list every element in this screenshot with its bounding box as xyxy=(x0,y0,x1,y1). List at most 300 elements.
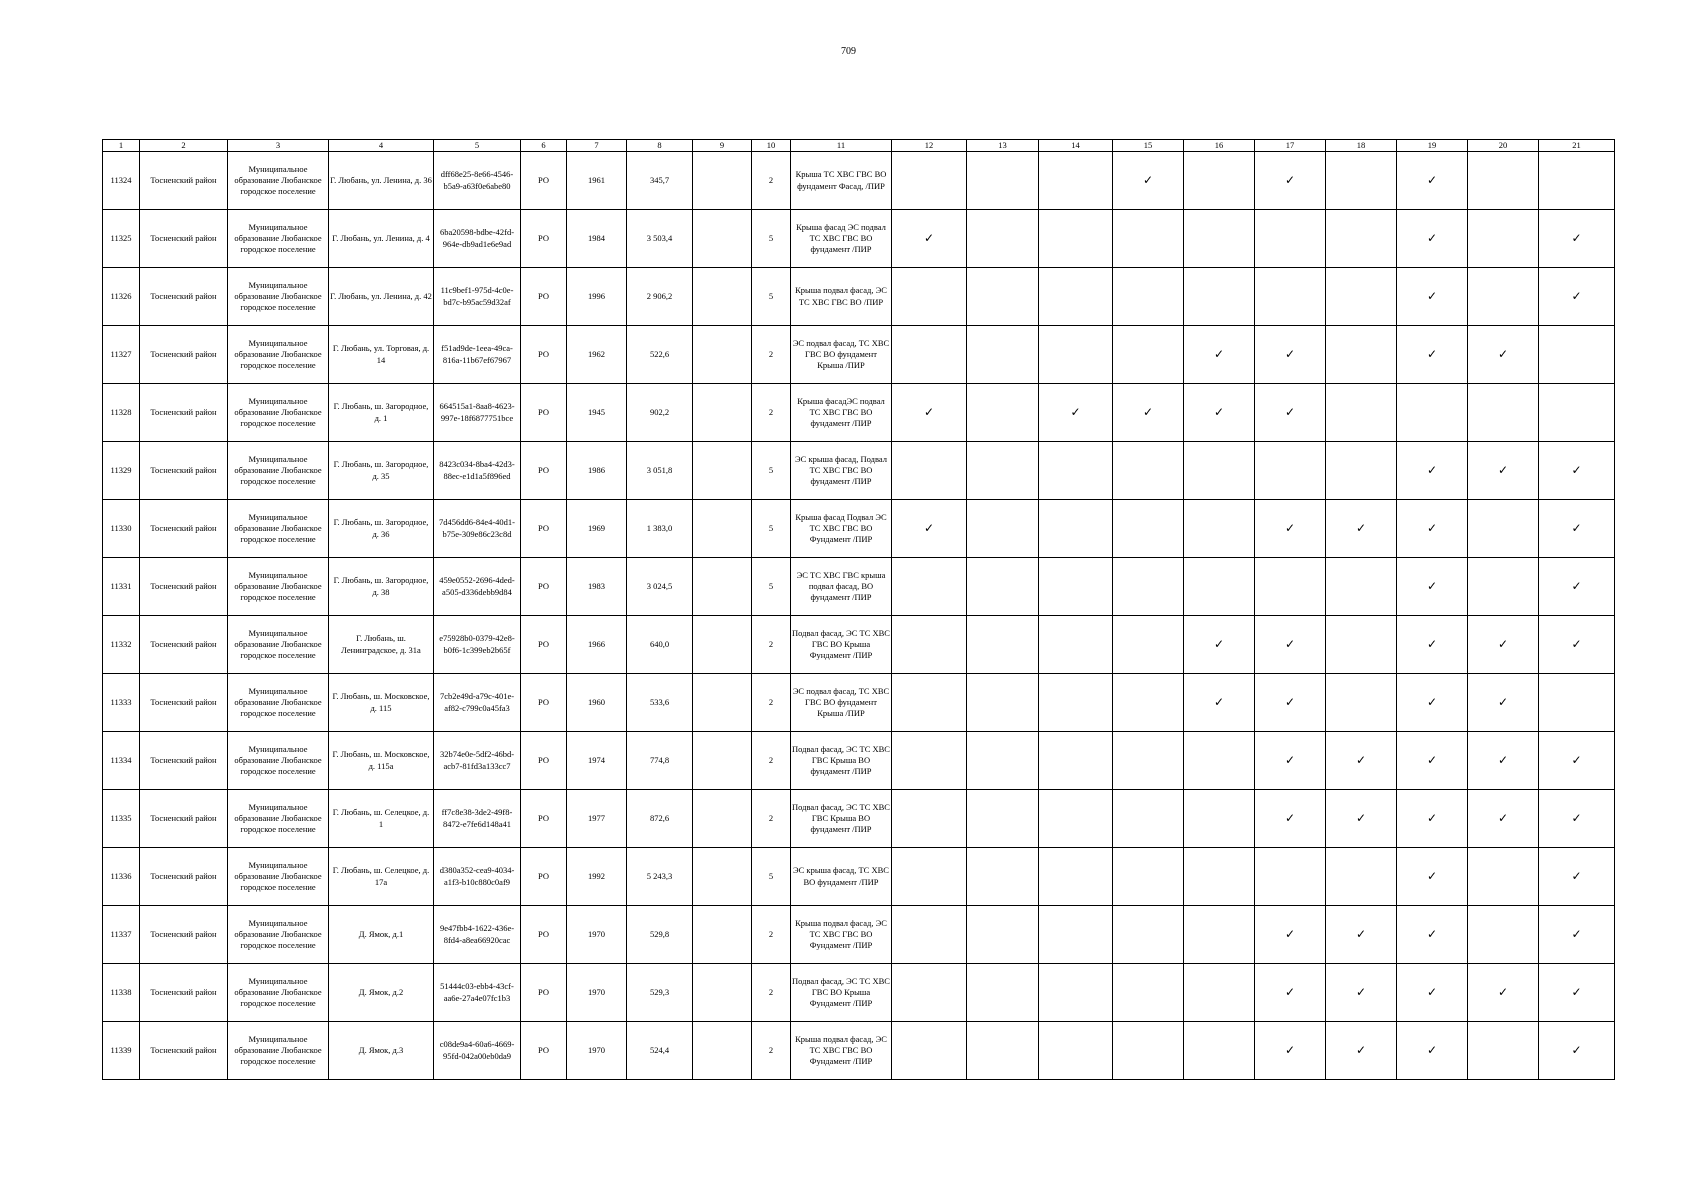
check-cell-col-14 xyxy=(1039,500,1113,558)
check-cell-col-21 xyxy=(1539,326,1615,384)
check-cell-col-14 xyxy=(1039,558,1113,616)
check-cell-col-13 xyxy=(967,152,1039,210)
check-mark-icon: ✓ xyxy=(1497,810,1509,825)
check-cell-col-13 xyxy=(967,906,1039,964)
check-mark-icon: ✓ xyxy=(1571,636,1582,651)
check-cell-col-14 xyxy=(1039,674,1113,732)
row-number: 11324 xyxy=(103,152,140,210)
check-cell-col-19 xyxy=(1397,210,1468,268)
fund-form-cell: РО xyxy=(521,326,567,384)
check-mark-icon: ✓ xyxy=(1497,636,1509,651)
check-cell-col-20 xyxy=(1468,964,1539,1022)
check-cell-col-13 xyxy=(967,732,1039,790)
check-cell-col-13 xyxy=(967,848,1039,906)
check-cell-col-15 xyxy=(1113,964,1184,1022)
area-cell: 3 024,5 xyxy=(627,558,693,616)
check-cell-col-20 xyxy=(1468,616,1539,674)
check-cell-col-12 xyxy=(892,616,967,674)
check-mark-icon: ✓ xyxy=(1284,346,1296,361)
check-cell-col-16 xyxy=(1184,558,1255,616)
check-mark-icon: ✓ xyxy=(1355,1042,1367,1057)
year-cell: 1960 xyxy=(567,674,627,732)
row-number: 11332 xyxy=(103,616,140,674)
column-header-3: 3 xyxy=(228,140,329,152)
row-number: 11337 xyxy=(103,906,140,964)
check-cell-col-19 xyxy=(1397,558,1468,616)
address-cell: Г. Любань, ш. Загородное, д. 38 xyxy=(329,558,434,616)
check-mark-icon: ✓ xyxy=(1355,752,1367,767)
column-header-11: 11 xyxy=(791,140,892,152)
check-cell-col-19 xyxy=(1397,384,1468,442)
district-cell: Тосненский район xyxy=(140,964,228,1022)
check-mark-icon: ✓ xyxy=(1284,694,1296,709)
check-cell-col-21 xyxy=(1539,964,1615,1022)
floors-cell: 2 xyxy=(752,906,791,964)
check-mark-icon: ✓ xyxy=(1142,172,1154,187)
municipality-cell: Муниципальное образование Любанское городское поселение xyxy=(228,732,329,790)
fund-form-cell: РО xyxy=(521,210,567,268)
address-cell: Г. Любань, ул. Торговая, д. 14 xyxy=(329,326,434,384)
check-cell-col-19 xyxy=(1397,152,1468,210)
column-header-8: 8 xyxy=(627,140,693,152)
fund-form-cell: РО xyxy=(521,848,567,906)
check-cell-col-15 xyxy=(1113,674,1184,732)
building-id-cell: 6ba20598-bdbe-42fd-964e-db9ad1e6e9ad xyxy=(434,210,521,268)
check-cell-col-14 xyxy=(1039,210,1113,268)
municipality-cell: Муниципальное образование Любанское городское поселение xyxy=(228,326,329,384)
row-number: 11330 xyxy=(103,500,140,558)
check-cell-col-14 xyxy=(1039,848,1113,906)
address-cell: Г. Любань, ш. Загородное, д. 36 xyxy=(329,500,434,558)
check-cell-col-19 xyxy=(1397,906,1468,964)
table-row xyxy=(103,790,1615,848)
check-cell-col-15 xyxy=(1113,558,1184,616)
check-cell-col-14 xyxy=(1039,732,1113,790)
column-9-cell xyxy=(693,326,752,384)
check-mark-icon: ✓ xyxy=(1426,926,1438,941)
check-mark-icon: ✓ xyxy=(1284,752,1296,767)
check-cell-col-12 xyxy=(892,964,967,1022)
municipality-cell: Муниципальное образование Любанское городское поселение xyxy=(228,906,329,964)
floors-cell: 5 xyxy=(752,848,791,906)
column-9-cell xyxy=(693,442,752,500)
district-cell: Тосненский район xyxy=(140,268,228,326)
column-header-9: 9 xyxy=(693,140,752,152)
check-cell-col-21 xyxy=(1539,616,1615,674)
check-mark-icon: ✓ xyxy=(1426,752,1438,767)
district-cell: Тосненский район xyxy=(140,1022,228,1080)
check-cell-col-21 xyxy=(1539,906,1615,964)
works-list-cell: Подвал фасад, ЭС ТС ХВС ГВС Крыша ВО фундамент /ПИР xyxy=(791,790,892,848)
column-9-cell xyxy=(693,616,752,674)
check-cell-col-14 xyxy=(1039,152,1113,210)
check-mark-icon: ✓ xyxy=(1571,984,1582,999)
check-mark-icon: ✓ xyxy=(1571,868,1582,883)
check-cell-col-19 xyxy=(1397,964,1468,1022)
check-cell-col-16 xyxy=(1184,326,1255,384)
check-mark-icon: ✓ xyxy=(1426,1042,1438,1057)
building-id-cell: c08de9a4-60a6-4669-95fd-042a00eb0da9 xyxy=(434,1022,521,1080)
column-header-15: 15 xyxy=(1113,140,1184,152)
area-cell: 902,2 xyxy=(627,384,693,442)
column-9-cell xyxy=(693,558,752,616)
building-id-cell: 9e47fbb4-1622-436e-8fd4-a8ea66920cac xyxy=(434,906,521,964)
column-header-7: 7 xyxy=(567,140,627,152)
building-id-cell: 11c9bef1-975d-4c0e-bd7c-b95ac59d32af xyxy=(434,268,521,326)
floors-cell: 2 xyxy=(752,790,791,848)
floors-cell: 2 xyxy=(752,384,791,442)
table-row xyxy=(103,732,1615,790)
check-cell-col-13 xyxy=(967,616,1039,674)
municipality-cell: Муниципальное образование Любанское городское поселение xyxy=(228,210,329,268)
column-9-cell xyxy=(693,674,752,732)
check-mark-icon: ✓ xyxy=(1213,404,1225,419)
row-number: 11334 xyxy=(103,732,140,790)
floors-cell: 2 xyxy=(752,152,791,210)
check-mark-icon: ✓ xyxy=(1284,926,1296,941)
district-cell: Тосненский район xyxy=(140,558,228,616)
check-mark-icon: ✓ xyxy=(1571,520,1582,535)
check-mark-icon: ✓ xyxy=(1142,404,1154,419)
address-cell: Г. Любань, ш. Загородное, д. 35 xyxy=(329,442,434,500)
check-cell-col-19 xyxy=(1397,674,1468,732)
municipality-cell: Муниципальное образование Любанское городское поселение xyxy=(228,1022,329,1080)
check-cell-col-21 xyxy=(1539,152,1615,210)
district-cell: Тосненский район xyxy=(140,210,228,268)
table-row xyxy=(103,210,1615,268)
check-cell-col-16 xyxy=(1184,500,1255,558)
check-cell-col-19 xyxy=(1397,1022,1468,1080)
column-9-cell xyxy=(693,790,752,848)
check-mark-icon: ✓ xyxy=(1426,346,1438,361)
check-cell-col-16 xyxy=(1184,152,1255,210)
check-mark-icon: ✓ xyxy=(1213,694,1225,709)
fund-form-cell: РО xyxy=(521,268,567,326)
check-cell-col-21 xyxy=(1539,790,1615,848)
check-cell-col-13 xyxy=(967,964,1039,1022)
table-row xyxy=(103,906,1615,964)
check-mark-icon: ✓ xyxy=(1426,984,1438,999)
column-header-2: 2 xyxy=(140,140,228,152)
year-cell: 1970 xyxy=(567,906,627,964)
municipality-cell: Муниципальное образование Любанское городское поселение xyxy=(228,790,329,848)
table-row xyxy=(103,674,1615,732)
municipality-cell: Муниципальное образование Любанское городское поселение xyxy=(228,616,329,674)
row-number: 11333 xyxy=(103,674,140,732)
area-cell: 3 051,8 xyxy=(627,442,693,500)
check-cell-col-16 xyxy=(1184,906,1255,964)
check-cell-col-12 xyxy=(892,210,967,268)
address-cell: Г. Любань, ш. Московское, д. 115а xyxy=(329,732,434,790)
district-cell: Тосненский район xyxy=(140,732,228,790)
fund-form-cell: РО xyxy=(521,732,567,790)
row-number: 11338 xyxy=(103,964,140,1022)
check-cell-col-19 xyxy=(1397,442,1468,500)
municipality-cell: Муниципальное образование Любанское городское поселение xyxy=(228,848,329,906)
check-cell-col-21 xyxy=(1539,558,1615,616)
floors-cell: 5 xyxy=(752,442,791,500)
check-cell-col-14 xyxy=(1039,384,1113,442)
building-id-cell: 7cb2e49d-a79c-401e-af82-c799c0a45fa3 xyxy=(434,674,521,732)
fund-form-cell: РО xyxy=(521,1022,567,1080)
check-cell-col-17 xyxy=(1255,384,1326,442)
check-cell-col-18 xyxy=(1326,964,1397,1022)
check-mark-icon: ✓ xyxy=(1284,404,1296,419)
area-cell: 1 383,0 xyxy=(627,500,693,558)
table-row xyxy=(103,616,1615,674)
check-cell-col-18 xyxy=(1326,268,1397,326)
check-cell-col-19 xyxy=(1397,848,1468,906)
table-row xyxy=(103,848,1615,906)
check-cell-col-15 xyxy=(1113,848,1184,906)
check-mark-icon: ✓ xyxy=(1213,636,1225,651)
fund-form-cell: РО xyxy=(521,906,567,964)
floors-cell: 2 xyxy=(752,1022,791,1080)
check-cell-col-13 xyxy=(967,790,1039,848)
check-mark-icon: ✓ xyxy=(1426,810,1438,825)
check-mark-icon: ✓ xyxy=(1426,172,1438,187)
table-row xyxy=(103,384,1615,442)
column-9-cell xyxy=(693,964,752,1022)
check-cell-col-14 xyxy=(1039,268,1113,326)
check-cell-col-16 xyxy=(1184,732,1255,790)
check-mark-icon: ✓ xyxy=(1571,230,1582,245)
check-cell-col-18 xyxy=(1326,616,1397,674)
check-cell-col-15 xyxy=(1113,500,1184,558)
year-cell: 1966 xyxy=(567,616,627,674)
column-9-cell xyxy=(693,732,752,790)
fund-form-cell: РО xyxy=(521,152,567,210)
check-cell-col-15 xyxy=(1113,790,1184,848)
check-cell-col-20 xyxy=(1468,210,1539,268)
check-cell-col-17 xyxy=(1255,326,1326,384)
building-id-cell: f51ad9de-1eea-49ca-816a-11b67ef67967 xyxy=(434,326,521,384)
check-cell-col-15 xyxy=(1113,152,1184,210)
check-mark-icon: ✓ xyxy=(1571,752,1582,767)
check-cell-col-16 xyxy=(1184,964,1255,1022)
check-cell-col-20 xyxy=(1468,152,1539,210)
district-cell: Тосненский район xyxy=(140,500,228,558)
check-cell-col-12 xyxy=(892,500,967,558)
check-cell-col-14 xyxy=(1039,616,1113,674)
district-cell: Тосненский район xyxy=(140,616,228,674)
row-number: 11331 xyxy=(103,558,140,616)
row-number: 11327 xyxy=(103,326,140,384)
check-mark-icon: ✓ xyxy=(1497,346,1509,361)
check-cell-col-20 xyxy=(1468,384,1539,442)
check-mark-icon: ✓ xyxy=(1571,810,1582,825)
column-number-row xyxy=(103,140,1615,152)
check-cell-col-14 xyxy=(1039,442,1113,500)
table-header xyxy=(103,140,1615,152)
area-cell: 3 503,4 xyxy=(627,210,693,268)
works-list-cell: Крыша фасадЭС подвал ТС ХВС ГВС ВО фундамент /ПИР xyxy=(791,384,892,442)
row-number: 11335 xyxy=(103,790,140,848)
check-cell-col-17 xyxy=(1255,790,1326,848)
column-9-cell xyxy=(693,1022,752,1080)
check-cell-col-21 xyxy=(1539,732,1615,790)
building-id-cell: 51444c03-ebb4-43cf-aa6e-27a4e07fc1b3 xyxy=(434,964,521,1022)
column-9-cell xyxy=(693,500,752,558)
check-cell-col-14 xyxy=(1039,790,1113,848)
check-cell-col-18 xyxy=(1326,210,1397,268)
check-cell-col-15 xyxy=(1113,906,1184,964)
floors-cell: 5 xyxy=(752,558,791,616)
fund-form-cell: РО xyxy=(521,674,567,732)
check-cell-col-17 xyxy=(1255,848,1326,906)
column-9-cell xyxy=(693,268,752,326)
area-cell: 522,6 xyxy=(627,326,693,384)
check-cell-col-21 xyxy=(1539,268,1615,326)
column-header-19: 19 xyxy=(1397,140,1468,152)
year-cell: 1970 xyxy=(567,1022,627,1080)
works-list-cell: Подвал фасад, ЭС ТС ХВС ГВС ВО Крыша Фундамент /ПИР xyxy=(791,964,892,1022)
floors-cell: 2 xyxy=(752,674,791,732)
check-cell-col-17 xyxy=(1255,152,1326,210)
check-cell-col-20 xyxy=(1468,848,1539,906)
check-mark-icon: ✓ xyxy=(1426,462,1438,477)
column-header-10: 10 xyxy=(752,140,791,152)
check-mark-icon: ✓ xyxy=(1571,926,1582,941)
year-cell: 1996 xyxy=(567,268,627,326)
check-cell-col-17 xyxy=(1255,268,1326,326)
column-header-13: 13 xyxy=(967,140,1039,152)
column-9-cell xyxy=(693,152,752,210)
check-cell-col-13 xyxy=(967,384,1039,442)
check-mark-icon: ✓ xyxy=(923,230,935,245)
municipality-cell: Муниципальное образование Любанское городское поселение xyxy=(228,268,329,326)
address-cell: Д. Ямок, д.1 xyxy=(329,906,434,964)
check-cell-col-14 xyxy=(1039,326,1113,384)
district-cell: Тосненский район xyxy=(140,906,228,964)
building-id-cell: 459e0552-2696-4ded-a505-d336debb9d84 xyxy=(434,558,521,616)
check-mark-icon: ✓ xyxy=(1571,288,1582,303)
check-cell-col-14 xyxy=(1039,1022,1113,1080)
year-cell: 1992 xyxy=(567,848,627,906)
row-number: 11326 xyxy=(103,268,140,326)
area-cell: 345,7 xyxy=(627,152,693,210)
check-cell-col-15 xyxy=(1113,268,1184,326)
check-mark-icon: ✓ xyxy=(1284,520,1296,535)
fund-form-cell: РО xyxy=(521,616,567,674)
check-cell-col-20 xyxy=(1468,906,1539,964)
works-list-cell: ЭС подвал фасад, ТС ХВС ГВС ВО фундамент Крыша /ПИР xyxy=(791,326,892,384)
column-9-cell xyxy=(693,210,752,268)
municipality-cell: Муниципальное образование Любанское городское поселение xyxy=(228,152,329,210)
column-9-cell xyxy=(693,848,752,906)
district-cell: Тосненский район xyxy=(140,848,228,906)
building-id-cell: 8423c034-8ba4-42d3-88ec-e1d1a5f896ed xyxy=(434,442,521,500)
check-cell-col-15 xyxy=(1113,732,1184,790)
check-mark-icon: ✓ xyxy=(1355,520,1367,535)
check-cell-col-19 xyxy=(1397,326,1468,384)
row-number: 11328 xyxy=(103,384,140,442)
check-mark-icon: ✓ xyxy=(1497,752,1509,767)
check-mark-icon: ✓ xyxy=(1284,636,1296,651)
area-cell: 529,8 xyxy=(627,906,693,964)
check-mark-icon: ✓ xyxy=(1213,346,1225,361)
building-id-cell: ff7c8e38-3de2-49f8-8472-e7fe6d148a41 xyxy=(434,790,521,848)
check-cell-col-12 xyxy=(892,1022,967,1080)
district-cell: Тосненский район xyxy=(140,442,228,500)
works-list-cell: ЭС ТС ХВС ГВС крыша подвал фасад, ВО фундамент /ПИР xyxy=(791,558,892,616)
check-cell-col-16 xyxy=(1184,384,1255,442)
check-cell-col-13 xyxy=(967,1022,1039,1080)
address-cell: Г. Любань, ул. Ленина, д. 42 xyxy=(329,268,434,326)
check-cell-col-20 xyxy=(1468,790,1539,848)
area-cell: 640,0 xyxy=(627,616,693,674)
works-list-cell: Крыша подвал фасад, ЭС ТС ХВС ГВС ВО Фундамент /ПИР xyxy=(791,1022,892,1080)
table-row xyxy=(103,500,1615,558)
check-cell-col-18 xyxy=(1326,442,1397,500)
building-id-cell: d380a352-cea9-4034-a1f3-b10c880c0af9 xyxy=(434,848,521,906)
building-id-cell: 7d456dd6-84e4-40d1-b75e-309e86c23c8d xyxy=(434,500,521,558)
check-cell-col-17 xyxy=(1255,732,1326,790)
check-cell-col-16 xyxy=(1184,848,1255,906)
works-list-cell: ЭС крыша фасад, ТС ХВС ВО фундамент /ПИР xyxy=(791,848,892,906)
column-9-cell xyxy=(693,906,752,964)
column-header-14: 14 xyxy=(1039,140,1113,152)
fund-form-cell: РО xyxy=(521,442,567,500)
check-mark-icon: ✓ xyxy=(1355,810,1367,825)
check-cell-col-16 xyxy=(1184,268,1255,326)
register-table xyxy=(102,139,1615,1080)
check-cell-col-18 xyxy=(1326,848,1397,906)
works-list-cell: ЭС подвал фасад, ТС ХВС ГВС ВО фундамент Крыша /ПИР xyxy=(791,674,892,732)
address-cell: Д. Ямок, д.3 xyxy=(329,1022,434,1080)
check-cell-col-16 xyxy=(1184,674,1255,732)
check-cell-col-13 xyxy=(967,674,1039,732)
fund-form-cell: РО xyxy=(521,558,567,616)
row-number: 11325 xyxy=(103,210,140,268)
year-cell: 1984 xyxy=(567,210,627,268)
check-cell-col-13 xyxy=(967,268,1039,326)
check-cell-col-13 xyxy=(967,326,1039,384)
check-cell-col-17 xyxy=(1255,442,1326,500)
floors-cell: 2 xyxy=(752,616,791,674)
floors-cell: 5 xyxy=(752,268,791,326)
address-cell: Г. Любань, ш. Загородное, д. 1 xyxy=(329,384,434,442)
column-header-17: 17 xyxy=(1255,140,1326,152)
check-cell-col-21 xyxy=(1539,500,1615,558)
building-id-cell: 32b74e0e-5df2-46bd-acb7-81fd3a133cc7 xyxy=(434,732,521,790)
year-cell: 1977 xyxy=(567,790,627,848)
check-cell-col-18 xyxy=(1326,558,1397,616)
check-cell-col-20 xyxy=(1468,500,1539,558)
check-cell-col-21 xyxy=(1539,1022,1615,1080)
check-cell-col-20 xyxy=(1468,558,1539,616)
check-mark-icon: ✓ xyxy=(1355,926,1367,941)
check-cell-col-20 xyxy=(1468,442,1539,500)
check-cell-col-19 xyxy=(1397,500,1468,558)
building-id-cell: 664515a1-8aa8-4623-997e-18f6877751bce xyxy=(434,384,521,442)
check-cell-col-18 xyxy=(1326,326,1397,384)
check-mark-icon: ✓ xyxy=(1497,694,1509,709)
table-row xyxy=(103,152,1615,210)
check-cell-col-17 xyxy=(1255,906,1326,964)
year-cell: 1962 xyxy=(567,326,627,384)
year-cell: 1983 xyxy=(567,558,627,616)
check-cell-col-13 xyxy=(967,500,1039,558)
row-number: 11339 xyxy=(103,1022,140,1080)
check-cell-col-13 xyxy=(967,210,1039,268)
check-mark-icon: ✓ xyxy=(1284,172,1296,187)
check-mark-icon: ✓ xyxy=(1571,578,1582,593)
year-cell: 1986 xyxy=(567,442,627,500)
check-cell-col-12 xyxy=(892,674,967,732)
check-mark-icon: ✓ xyxy=(1426,578,1438,593)
check-cell-col-14 xyxy=(1039,964,1113,1022)
